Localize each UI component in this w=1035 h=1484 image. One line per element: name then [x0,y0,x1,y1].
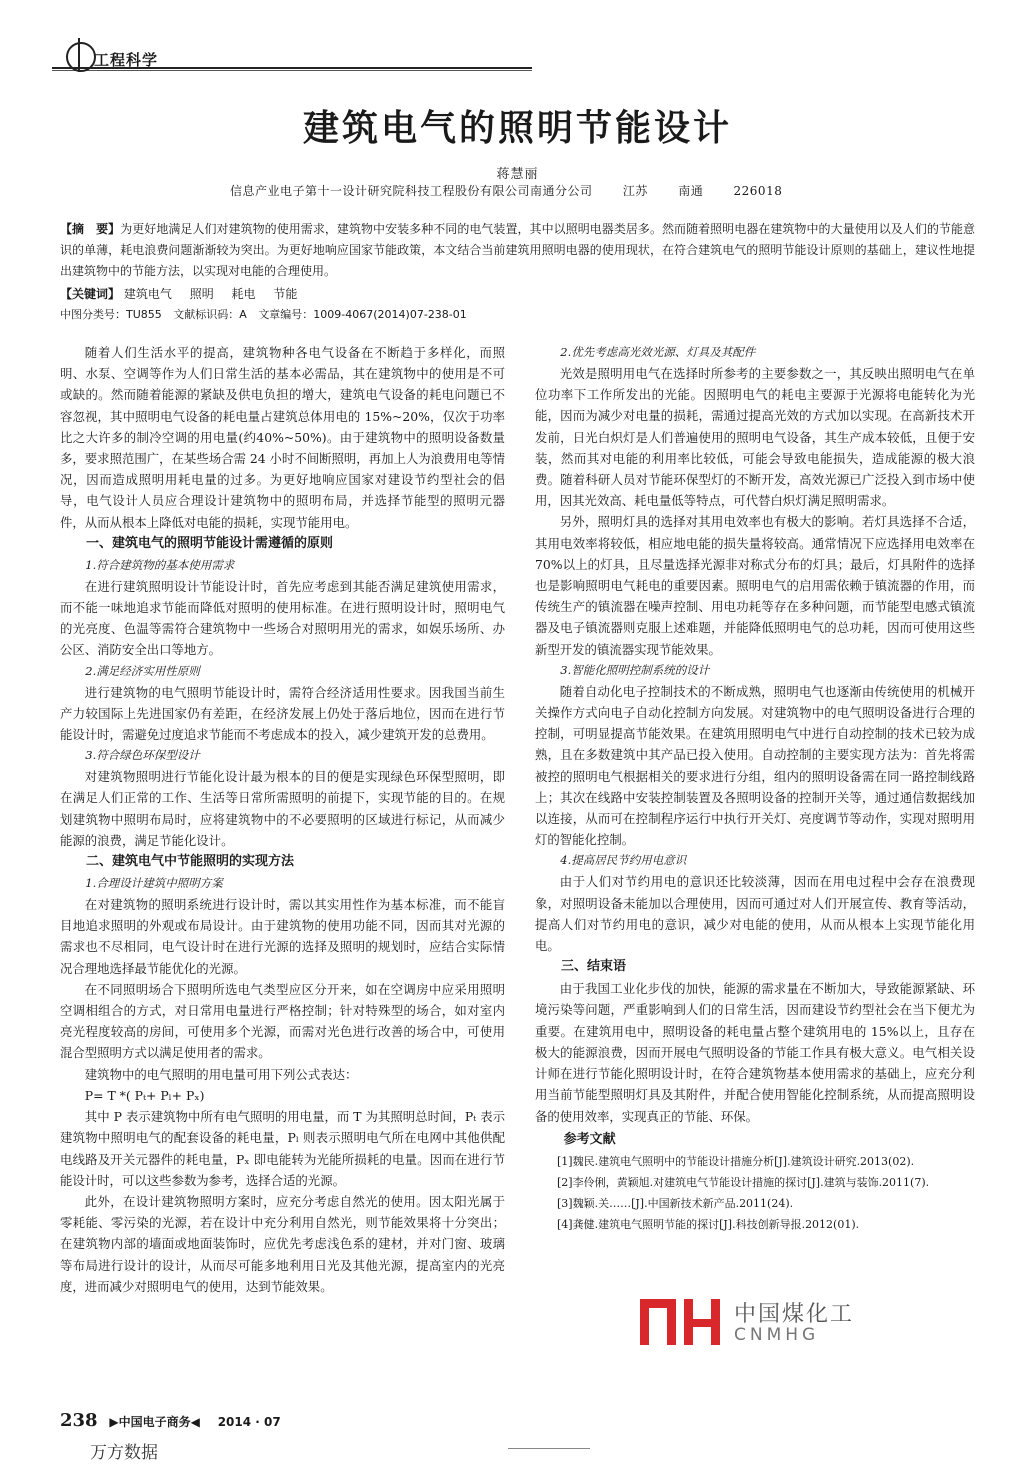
paragraph: 光效是照明用电气在选择时所参考的主要参数之一，其反映出照明电气在单位功率下工作所发出的光能。因照明电气的耗电主要源于光源将电能转化为光能，因而为减少对电量的损耗，需通过提高光效的方式加以实现。在高新技术开发前，日光白炽灯是人们普遍使用的照明电气设备，其生产成本较低，且便于安装，然而其对电能的利用率比较低，可能会导致电能损失，造成能源的极大浪费。随着科研人员对节能环保型灯的不断开发，高效光源已广泛投入到市场中使用，因其光效高、耗电量低等特点，可代替白炽灯满足照明需求。 [535,366,975,509]
clc-number: 中图分类号：TU855 [60,308,162,321]
section-1-heading: 一、建筑电气的照明节能设计需遵循的原则 [86,535,334,551]
paragraph: 建筑物中的电气照明的用电量可用下列公式表达： [84,1066,358,1082]
subsection-2-1-heading: 1.合理设计建筑中照明方案 [85,876,223,891]
issue-date: 2014 · 07 [217,1415,281,1429]
affiliation-postcode: 226018 [733,184,783,198]
affiliation-province: 江苏 [622,184,648,198]
section-3-heading: 三、结束语 [561,959,627,975]
affiliation-city: 南通 [678,184,704,198]
header-circle-icon [66,42,96,72]
power-formula: P= T *( Pₜ+ Pₗ+ Pₓ) [84,1087,205,1103]
paragraph: 随着自动化电子控制技术的不断成熟，照明电气也逐渐由传统使用的机械开关操作方式向电子自动化控制方向发展。对建筑物中的电气照明设备进行合理的控制，可明显提高节能效果。在建筑用照明电气中进行自动控制的技术已较为成熟，且在多数建筑中其产品已投入使用。自动控制的主要实现方法为：首先将需被控的照明电气根据相关的要求进行分组，组内的照明设备需在同一路控制线路上；其次在线路中安装控制装置及各照明设备的控制开关等，通过通信数据线加以连接，从而可在控制程序运行中执行开关灯、亮度调节等动作，实现对照明用灯的智能化控制。 [535,683,975,848]
author-name: 蒋慧丽 [496,167,539,182]
paragraph: 对建筑物照明进行节能化设计最为根本的目的便是实现绿色环保型照明，即在满足人们正常的工作、生活等日常所需照明的前提下，实现节能的目的。在规划建筑物中照明布局时，应将建筑物中的不必要照明的区域进行标记，从而减少能源的浪费，满足节能化设计。 [60,769,505,848]
classification-line [60,306,975,322]
subsection-2-4-heading: 4.提高居民节约用电意识 [560,853,687,868]
paragraph: 由于人们对节约用电的意识还比较淡薄，因而在用电过程中会存在浪费现象，对照明设备未能加以合理使用，因而可通过对人们开展宣传、教育等活动，提高人们对节约用电的意识，减少对电能的使用，从而从根本上实现节能化用电。 [535,874,975,954]
paragraph: 在对建筑物的照明系统进行设计时，需以其实用性作为基本标准，而不能盲目地追求照明的外观或布局设计。由于建筑物的使用功能不同，因而其对光源的需求也不尽相同，电气设计时在进行光源的选择及照明的规划时，应结合实际情况合理地选择最节能优化的光源。 [60,897,505,976]
paragraph: 其中 P 表示建筑物中所有电气照明的用电量，而 T 为其照明总时间，Pₜ 表示建筑物中照明电气的配套设备的耗电量，Pₗ 则表示照明电气所在电网中其他供配电线路及开关元器件的耗电量，Pₓ 即电能转为光能所损耗的电量。因而在进行节能设计时，可以这些参数为参考，选择合适的光源。 [60,1109,505,1188]
journal-name: ▶中国电子商务◀ [109,1415,200,1429]
reference-item: [1]魏民.建筑电气照明中的节能设计措施分析[J].建筑设计研究.2013(02). [557,1154,915,1168]
article-number: 文章编号：1009-4067(2014)07-238-01 [258,308,467,321]
affiliation [230,182,850,199]
watermark-mark-icon [638,1295,722,1347]
abstract-label: 【摘 要】 [60,222,121,236]
intro-paragraph: 随着人们生活水平的提高，建筑物种各电气设备在不断趋于多样化，而照明、水泵、空调等作为人们日常生活的基本必需品，其在建筑物中的使用是不可或缺的。然而随着能源的紧缺及供电负担的增大，建筑电气设备的耗电问题已不容忽视，其中照明电气设备的耗电量占建筑总体用电的 15%~20%，仅次于功率比之大许多的制冷空调的用电量(约40%~50%)。由于建筑物中的照明设备数量多，要求照范围广，在某些场合需 24 小时不间断照明，再加上人为浪费用电等情况，因而造成照明用耗电量的过多。为更好地响应国家对建设节约型社会的倡导，电气设计人员应合理设计建筑物中的照明布局，并选择节能型的照明元器件，从而从根本上降低对电能的损耗，实现节能用电。 [60,345,505,530]
left-column [60,342,505,1297]
keyword: 照明 [189,287,214,301]
page-footer [60,1410,281,1431]
paragraph: 在进行建筑照明设计节能设计时，首先应考虑到其能否满足建筑使用需求，而不能一味地追求节能而降低对照明的使用标准。在进行照明设计时，照明电气的光亮度、色温等需符合建筑物中一些场合对照明用光的需求，如娱乐场所、办公区、消防安全出口等地方。 [60,578,505,658]
watermark-logo [638,1295,868,1355]
header-bar-icon [78,38,80,72]
reference-item: [2]李伶俐，黄颖旭.对建筑电气节能设计措施的探讨[J].建筑与装饰.2011(7). [557,1175,930,1189]
watermark-en: CNMHG [734,1325,820,1345]
paragraph: 在不同照明场合下照明所选电气类型应区分开来，如在空调房中应采用照明空调相组合的方式，对日常用电量进行严格控制；针对特殊型的场合，如对室内亮光程度较高的房间，可使用多个光源，而需对光色进行改善的场合中，可使用混合型照明方式以满足使用者的需求。 [60,981,505,1061]
subsection-2-3-heading: 3.智能化照明控制系统的设计 [560,662,710,677]
watermark-cn: 中国煤化工 [734,1302,855,1327]
keywords [60,284,975,305]
section-label: 工程科学 [94,51,159,69]
paragraph: 由于我国工业化步伐的加快，能源的需求量在不断加大，导致能源紧缺、环境污染等问题，严重影响到人们的日常生活，因而建设节约型社会在当下便尤为重要。在建筑用电中，照明设备的耗电量占整个建筑用电的 15%以上，且存在极大的能源浪费，因而开展电气照明设备的节能工作具有极大意义。电气相关设计师在进行节能化照明设计时，在符合建筑物基本使用需求的基础上，应充分利用当前节能型照明灯具及其附件，并配合使用智能化控制系统，从而提高照明设备的使用效率，实现真正的节能、环保。 [535,981,975,1124]
document-code: 文献标识码：A [173,308,247,321]
keyword: 建筑电气 [123,287,172,301]
paper-title: 建筑电气的照明节能设计 [302,108,732,149]
paragraph: 进行建筑物的电气照明节能设计时，需符合经济适用性要求。因我国当前生产力较国际上先进国家仍有差距，在经济发展上仍处于落后地位，因而在进行节能设计时，需避免过度追求节能而不考虑成本的投入，减少建筑开发的总费用。 [60,684,505,743]
paragraph: 此外，在设计建筑物照明方案时，应充分考虑自然光的使用。因太阳光属于零耗能、零污染的光源，若在设计中充分利用自然光，则节能效果将十分突出；在建筑物内部的墙面或地面装饰时，应优先考虑浅色系的建材，并对门窗、玻璃等布局进行设计的设计，从而尽可能多地利用日光及其他光源，提高室内的光亮度，进而减少对照明电气的使用，达到节能效果。 [60,1193,505,1294]
keywords-label: 【关键词】 [60,287,121,301]
footer-dash [508,1448,590,1449]
header-rule-thin [52,70,532,71]
subsection-1-2-heading: 2.满足经济实用性原则 [85,663,200,678]
references [535,1129,975,1235]
page-number: 238 [60,1410,98,1431]
paragraph: 另外，照明灯具的选择对其用电效率也有极大的影响。若灯具选择不合适，其用电效率将较低，相应地电能的损失量将较高。通常情况下应选择用电效率在 70%以上的灯具，且尽量选择光源非对称式分布的灯具；最后，灯具附件的选择也是影响照明电气耗电的重要因素。照明电气的启用需依赖于镇流器的作用，而传统生产的镇流器在噪声控制、用电功耗等存在多种问题，而节能型电感式镇流器及电子镇流器则克服上述难题，并能降低照明电气的总功耗，因而可使用这些新型开发的镇流器实现节能效果。 [535,514,975,657]
right-column [535,342,975,1235]
affiliation-org: 信息产业电子第十一设计研究院科技工程股份有限公司南通分公司 [230,184,593,198]
references-heading: 参考文献 [563,1131,616,1147]
running-header [52,38,552,78]
subsection-2-2-heading: 2.优先考虑高光效光源、灯具及其配件 [560,345,756,359]
abstract-text: 为更好地满足人们对建筑物的使用需求，建筑物中安装多种不同的电气装置，其中以照明电器类居多。然而随着照明电器在建筑物中的大量使用以及人们的节能意识的单薄，耗电浪费问题渐渐较为突出。为更好地响应国家节能政策，本文结合当前建筑用照明电器的使用现状，在符合建筑电气的照明节能设计原则的基础上，建议性地提出建筑物中的节能方法，以实现对电能的合理使用。 [60,222,975,278]
keyword: 节能 [273,287,298,301]
subsection-1-3-heading: 3.符合绿色环保型设计 [85,748,200,763]
subsection-1-1-heading: 1.符合建筑物的基本使用需求 [85,557,235,572]
keyword: 耗电 [231,287,256,301]
abstract [60,219,975,282]
section-2-heading: 二、建筑电气中节能照明的实现方法 [86,854,295,870]
reference-item: [4]龚健.建筑电气照明节能的探讨[J].科技创新导报.2012(01). [557,1217,860,1231]
reference-item: [3]魏颖.关……[J].中国新技术新产品.2011(24). [557,1196,794,1210]
source-watermark: 万方数据 [90,1443,158,1463]
